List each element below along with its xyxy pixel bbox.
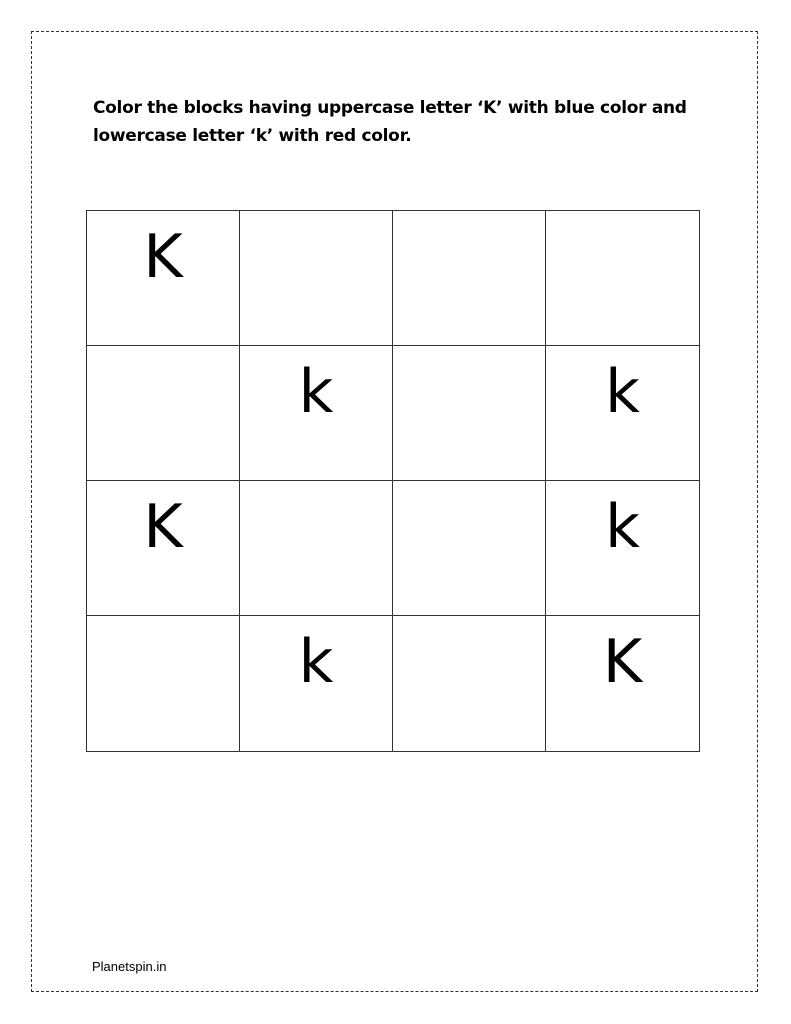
- grid-cell[interactable]: [87, 346, 240, 481]
- letter-grid: [86, 210, 700, 752]
- instructions: [93, 94, 713, 150]
- grid-cell[interactable]: [393, 346, 546, 481]
- grid-cell[interactable]: [87, 616, 240, 752]
- instruction-line-2: lowercase letter ‘k’ with red color.: [93, 126, 412, 146]
- grid-cell[interactable]: [393, 211, 546, 346]
- grid-cell[interactable]: K: [546, 616, 700, 752]
- grid-cell[interactable]: k: [546, 481, 700, 616]
- grid-cell[interactable]: [393, 481, 546, 616]
- instruction-line-1: Color the blocks having uppercase letter ‘K’ with blue color and: [93, 98, 687, 118]
- grid-cell[interactable]: [546, 211, 700, 346]
- grid-cell[interactable]: k: [240, 346, 393, 481]
- grid-cell[interactable]: k: [240, 616, 393, 752]
- grid-cell[interactable]: [240, 211, 393, 346]
- grid-cell[interactable]: [240, 481, 393, 616]
- grid-cell[interactable]: K: [87, 211, 240, 346]
- grid-cell[interactable]: [393, 616, 546, 752]
- grid-cell[interactable]: K: [87, 481, 240, 616]
- footer-site-name: Planetspin.in: [92, 959, 167, 974]
- grid-cell[interactable]: k: [546, 346, 700, 481]
